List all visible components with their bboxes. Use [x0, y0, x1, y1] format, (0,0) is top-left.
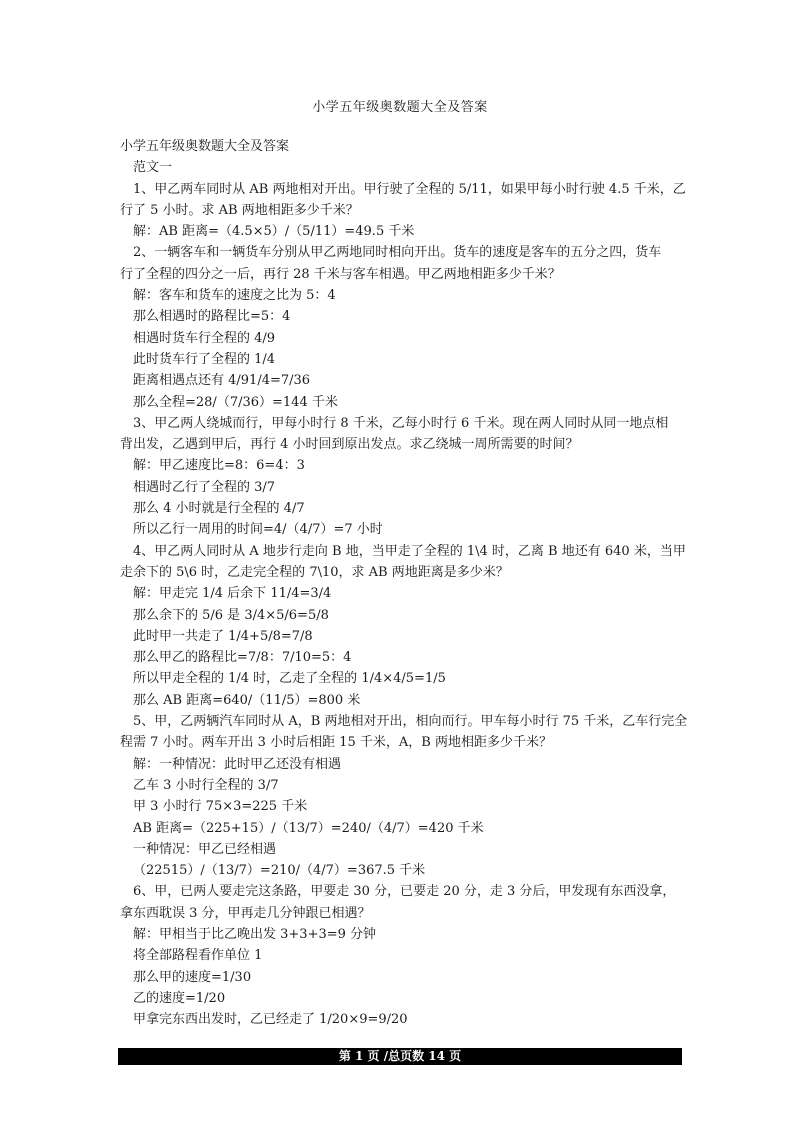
text-line: 小学五年级奥数题大全及答案 [120, 139, 290, 154]
text-line: 背出发，乙遇到甲后，再行 4 小时回到原出发点。求乙绕城一周所需要的时间？ [120, 437, 579, 453]
text-line: （22515）/（13/7）=210/（4/7）=367.5 千米 [133, 863, 426, 879]
page-footer: 第 1 页 /总页数 14 页 [118, 1048, 682, 1065]
text-line: 相遇时乙行了全程的 3/7 [133, 479, 276, 495]
text-line: 3、甲乙两人绕城而行，甲每小时行 8 千米，乙每小时行 6 千米。现在两人同时从同一地点相 [133, 415, 669, 431]
text-line: 解：客车和货车的速度之比为 5：4 [133, 288, 336, 304]
text-line: 甲 3 小时行 75×3=225 千米 [133, 799, 308, 815]
text-line: 2、一辆客车和一辆货车分别从甲乙两地同时相向开出。货车的速度是客车的五分之四，货车 [133, 245, 662, 261]
text-line: 行了 5 小时。求 AB 两地相距多少千米？ [120, 202, 359, 218]
text-line: 所以甲走全程的 1/4 时，乙走了全程的 1/4×4/5=1/5 [133, 671, 446, 687]
text-line: 那么甲乙的路程比=7/8：7/10=5：4 [133, 650, 352, 666]
text-line: 解：甲相当于比乙晚出发 3+3+3=9 分钟 [133, 926, 377, 942]
text-line: 4、甲乙两人同时从 A 地步行走向 B 地，当甲走了全程的 1\4 时，乙离 B 地还有 640 米，当甲 [133, 543, 686, 559]
text-line: 此时甲一共走了 1/4+5/8=7/8 [133, 628, 313, 644]
text-line: 解：AB 距离=（4.5×5）/（5/11）=49.5 千米 [133, 224, 415, 240]
text-line: 5、甲，乙两辆汽车同时从 A，B 两地相对开出，相向而行。甲车每小时行 75 千米，乙车行完全 [133, 714, 688, 730]
text-line: 1、甲乙两车同时从 AB 两地相对开出。甲行驶了全程的 5/11，如果甲每小时行驶 4.5 千米，乙 [133, 181, 686, 197]
text-line: 范文一 [133, 160, 173, 176]
text-line: 那么余下的 5/6 是 3/4×5/6=5/8 [133, 607, 329, 623]
text-line: 那么全程=28/（7/36）=144 千米 [133, 394, 338, 410]
text-line: 乙车 3 小时行全程的 3/7 [133, 777, 279, 793]
text-line: 解：一种情况：此时甲乙还没有相遇 [133, 756, 342, 772]
text-line: 那么 AB 距离=640/（11/5）=800 米 [133, 692, 361, 708]
text-line: 距离相遇点还有 4/91/4=7/36 [133, 373, 311, 389]
text-line: 甲拿完东西出发时，乙已经走了 1/20×9=9/20 [133, 1012, 408, 1028]
text-line: 行了全程的四分之一后，再行 28 千米与客车相遇。甲乙两地相距多少千米？ [120, 266, 561, 282]
text-line: 所以乙行一周用的时间=4/（4/7）=7 小时 [133, 522, 383, 538]
text-line: 一种情况：甲乙已经相遇 [133, 841, 277, 857]
document-title: 小学五年级奥数题大全及答案 [312, 100, 488, 115]
text-line: 乙的速度=1/20 [133, 990, 226, 1006]
text-line: 6、甲，已两人要走完这条路，甲要走 30 分，已要走 20 分，走 3 分后，甲发现有东西没拿， [133, 884, 676, 900]
text-line: 程需 7 小时。两车开出 3 小时后相距 15 千米，A，B 两地相距多少千米？ [120, 735, 552, 751]
text-line: 拿东西耽误 3 分，甲再走几分钟跟已相遇？ [120, 905, 371, 921]
text-line: 相遇时货车行全程的 4/9 [133, 330, 276, 346]
text-line: 此时货车行了全程的 1/4 [133, 351, 276, 367]
text-line: 那么甲的速度=1/30 [133, 969, 252, 985]
text-line: 解：甲走完 1/4 后余下 11/4=3/4 [133, 586, 332, 602]
text-line: AB 距离=（225+15）/（13/7）=240/（4/7）=420 千米 [133, 820, 484, 836]
text-line: 那么相遇时的路程比=5：4 [133, 309, 291, 325]
document-body [120, 136, 690, 1030]
text-line: 解：甲乙速度比=8：6=4：3 [133, 458, 305, 474]
text-line: 将全部路程看作单位 1 [133, 948, 263, 964]
text-line: 走余下的 5\6 时，乙走完全程的 7\10，求 AB 两地距离是多少米？ [120, 564, 509, 580]
text-line: 那么 4 小时就是行全程的 4/7 [133, 501, 305, 517]
